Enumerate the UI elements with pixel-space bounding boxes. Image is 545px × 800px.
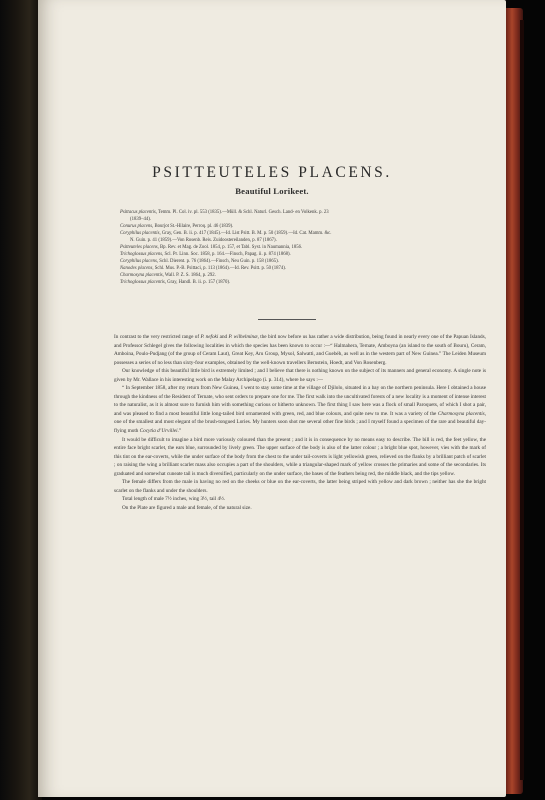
synonym-reference: (1839–44). (130, 217, 151, 223)
synonym-reference: Schl. Dierent. p. 76 (1864).—Finsch, Neu Guin. p. 158 (1865). (158, 259, 279, 265)
synonym-reference: Temm. Pl. Col. iv. pl. 553 (1835).—Müll. & Schl. Naturl. Gesch. Land- en Volkenk. p. 23 (156, 210, 329, 215)
synonym-name: Conurus placens, (120, 224, 154, 230)
synonym-reference: Scl. Pr. Linn. Soc. 1858, p. 164.—Finsch, Papag. ii. p. 874 (1868). (163, 252, 291, 258)
synonymy-list (120, 209, 480, 287)
synonym-name: Nanodes placens, (120, 266, 154, 272)
synonymy-entry (120, 223, 480, 230)
body-paragraph (114, 495, 486, 504)
synonym-name: Coryphilus placentis, (120, 231, 161, 237)
text-run: , the bird now before us has rather a wide distribution, being found in nearly every one of the Papuan Islands, and Professor Schlegel gives the following localities in which the species has been known to occur :—“ Halmahera, Ternate, Amboyna (an island to the south of Bouru), Ceram, Amboina, Poulo-Pudjang (of the group of Ceram Laut), Great Key, Aru Group, Mysol, Salwatti, and Guebéh, as well as in the western part of New Guinea.” The Leiden Museum possesses a series of no less than sixty-four examples, obtained by the well-known travellers Bernstein, Hoedt, and Von Rosenberg. (114, 334, 486, 366)
synonym-reference: N. Guin. p. 41 (1859).—Von Rosenb. Reis. Zuidoostereilanden, p. 87 (1867). (130, 238, 277, 244)
synonymy-entry (120, 209, 480, 216)
synonym-reference: Bourjot St.-Hilaire, Perroq. pl. 46 (1839). (153, 224, 234, 230)
text-run: It would be difficult to imagine a bird more variously coloured than the present ; and it is in consequence by no means easy to describe. The bill is red, the feet yellow, the entire face bright scarlet, the ears blue, surrounded by lively green. The upper surface of the body is also of the latter colour ; a bright blue spot, however, vies with the mark of this tint on the ear-coverts, while the under surface of the body from the chest to the under tail-coverts is light yellowish green, relieved on the flanks by a brilliant patch of scarlet ; on raising the wing a brilliant scarlet mass also occupies a part of the shoulders, while a triangular-shaped mark of yellow crosses the primaries and some of the secondaries. Its graduated and somewhat cuneate tail is much diversified, particularly on the under surface, the bases of the feathers being red, the middle black, and the tips yellow. (114, 436, 486, 477)
body-paragraph (114, 384, 486, 435)
text-run: Our knowledge of this beautiful little bird is extremely limited ; and I believe that there is nothing known on the subject of its manners and general economy. A single note is given by Mr. Wallace in his interesting work on the Malay Archipelago (i. p. 314), where he says :— (114, 368, 486, 383)
synonymy-entry (120, 251, 480, 258)
synonymy-entry (120, 258, 480, 265)
synonymy-entry (120, 244, 480, 251)
page-subtitle: Beautiful Lorikeet. (235, 186, 309, 196)
book-spine (0, 0, 42, 800)
synonym-name: Psitteuteles placens, (120, 245, 159, 251)
synonym-reference: Wall. P. Z. S. 1864, p. 292. (163, 273, 216, 279)
synonym-reference: Gray, Handl. B. ii. p. 157 (1870). (165, 280, 231, 286)
synonymy-entry (120, 237, 480, 244)
synonym-reference: Bp. Rev. et Mag. de Zool. 1854, p. 157, et Tabl. Syst. in Naumannia, 1856. (158, 245, 303, 251)
section-divider (258, 319, 316, 320)
body-paragraph (114, 333, 486, 367)
synonym-reference: Schl. Mus. P.-B. Psittaci, p. 113 (1864).—Id. Rev. Psitt. p. 50 (1874). (153, 266, 287, 272)
body-paragraph (114, 367, 486, 384)
synonymy-entry (120, 230, 480, 237)
text-run: “ In September 1858, after my return from New Guinea, I went to stay some time at the village of Djilolo, situated in a bay on the northern peninsula. Here I obtained a house through the kindness of the Resident of Ternate, who sent orders to prepare one for me. The first walk into the uncultivated forests of a new locality is a moment of intense interest to the naturalist, as it is almost sure to furnish him with something curious or hitherto unknown. The first thing I saw here was a flock of small Paroquets, of which I shot a pair, and was pleased to find a most beautiful little long-tailed bird ornamented with green, red, and blue colours, and quite new to me. It was a variety of the (114, 385, 486, 417)
text-run: and (218, 334, 229, 340)
synonym-name: Psittacus placentis, (120, 210, 157, 215)
page-edge-shadow (520, 20, 524, 780)
text-run: , one of the smallest and most elegant of the brush-tongued Lories. My hunters soon shot me several other fine birds ; and I myself found a specimen of the rare and beautiful day-flying moth (114, 410, 486, 435)
synonym-name: Trichoglossus placens, (120, 252, 164, 258)
text-run: On the Plate are figured a male and female, of the natural size. (122, 504, 252, 511)
synonym-name: Charmosyna placentis, (120, 273, 164, 279)
synonymy-entry (120, 279, 480, 286)
synonym-name: Coryphilus placens, (120, 259, 158, 265)
text-run: The female differs from the male in having no red on the cheeks or blue on the ear-coverts, the latter being striped with yellow and dark brown ; neither has she the bright scarlet on the flanks and under the shoulders. (114, 479, 486, 494)
synonymy-entry (120, 216, 480, 223)
italic-term: P. wilhelminæ (228, 334, 258, 340)
page-title: PSITTEUTELES PLACENS. (152, 164, 392, 181)
body-paragraph (114, 504, 486, 513)
synonym-reference: Gray, Gen. B. ii. p. 417 (1845).—Id. List Psitt. B. M. p. 50 (1859).—Id. Cat. Mamm. &c. (160, 231, 332, 237)
italic-term: Cocytia d’Urvillei (139, 428, 178, 435)
body-paragraph (114, 436, 486, 479)
synonym-name: Trichoglossus placentis, (120, 280, 166, 286)
body-text (114, 333, 486, 512)
text-run: Total length of male 7½ inches, wing 3½, tail 4½. (122, 496, 226, 503)
synonymy-entry (120, 272, 480, 279)
body-paragraph (114, 478, 486, 495)
text-run: .” (177, 428, 182, 435)
italic-term: P. nefoki (200, 334, 219, 340)
text-run: In contrast to the very restricted range of (114, 334, 201, 340)
synonymy-entry (120, 265, 480, 272)
italic-term: Charmosyna placentis (437, 410, 485, 417)
